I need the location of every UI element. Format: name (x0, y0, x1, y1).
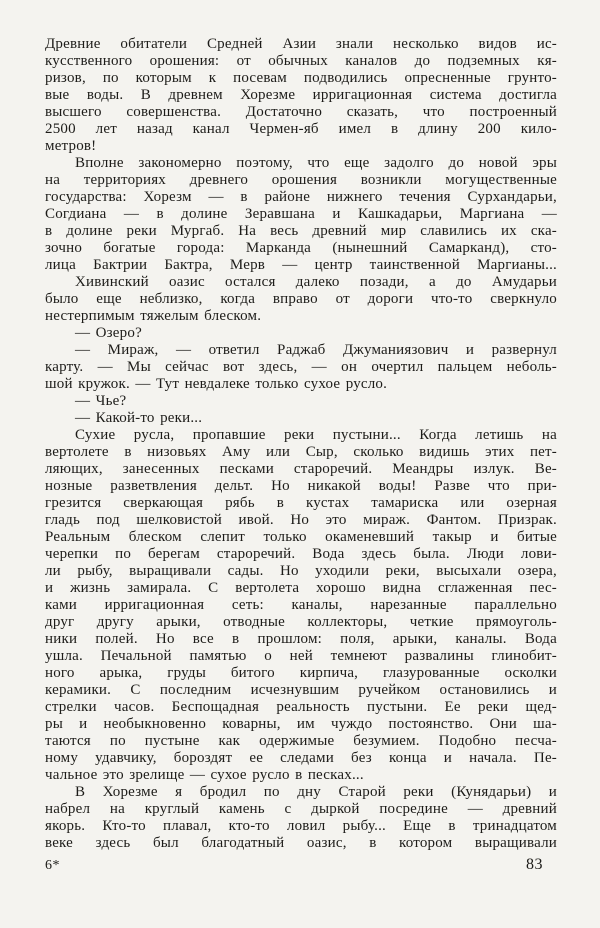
text-line: государства: Хорезм — в районе нижнего течения Сурхандарьи, (45, 189, 557, 205)
text-line: — Какой-то реки... (75, 410, 203, 426)
text-line: нестерпимым тяжелым блеском. (45, 308, 262, 324)
text-line: ному удавчику, бороздят ее следами без конца и начала. Пе- (45, 750, 557, 766)
text-line: высшего совершенства. Достаточно сказать, что построенный (45, 104, 557, 120)
text-line: ного арыка, груды битого кирпича, глазурованные осколки (45, 665, 557, 681)
text-line: керамики. С последним исчезнувшим ручейком остановились и (45, 682, 557, 698)
text-line: в долине реки Мургаб. На весь древний мир славились их ска- (45, 223, 557, 239)
text-line: зочно богатые города: Марканда (нынешний Самарканд), сто- (45, 240, 557, 256)
text-line: ками ирригационная сеть: каналы, нарезанные параллельно (45, 597, 557, 613)
text-line: было еще неблизко, когда вправо от дороги что-то сверкнуло (45, 291, 557, 307)
text-line: нозные разветвления дельт. Но никакой воды! Разве что при- (45, 478, 557, 494)
text-line: ляющих, занесенных песками староречий. Меандры излук. Ве- (45, 461, 557, 477)
text-line: — Чье? (75, 393, 127, 409)
text-line: Хивинский оазис остался далеко позади, а до Амударьи (75, 274, 557, 290)
text-line: друг другу арыки, отводные коллекторы, четкие прямоуголь- (45, 614, 557, 630)
text-line: якорь. Кто-то плавал, кто-то ловил рыбу... Еще в тринадцатом (45, 818, 557, 834)
text-line: лица Бактрии Бактра, Мерв — центр таинственной Маргианы... (45, 257, 557, 273)
text-line: — Мираж, — ответил Раджаб Джуманиязович и развернул (75, 342, 557, 358)
text-line: на территориях древнего орошения возникли могущественные (45, 172, 557, 188)
page-footer (45, 856, 543, 874)
text-line: метров! (45, 138, 97, 154)
text-line: вые воды. В древнем Хорезме ирригационная система достигла (45, 87, 557, 103)
text-line: черепки по берегам староречий. Вода здесь была. Люди лови- (45, 546, 557, 562)
text-line: таются по пустыне как одержимые безумием. Подобно песча- (45, 733, 557, 749)
text-line: ризов, по которым к посевам подводились опресненные грунто- (45, 70, 557, 86)
signature-mark: 6* (45, 858, 60, 873)
text-line: шой кружок. — Тут невдалеке только сухое русло. (45, 376, 388, 392)
text-line: ники полей. Но все в прошлом: поля, арыки, каналы. Вода (45, 631, 557, 647)
page-text-block (45, 36, 557, 852)
text-line: чальное это зрелище — сухое русло в песках... (45, 767, 364, 783)
text-line: Согдиана — в долине Зеравшана и Кашкадарьи, Маргиана — (45, 206, 557, 222)
text-line: Древние обитатели Средней Азии знали несколько видов ис- (45, 36, 557, 52)
text-line: стрелки часов. Беспощадная реальность пустыни. Ее реки щед- (45, 699, 557, 715)
text-line: В Хорезме я бродил по дну Старой реки (Кунядарьи) и (75, 784, 557, 800)
text-line: кусственного орошения: от обычных каналов до подземных кя- (45, 53, 557, 69)
text-line: 2500 лет назад канал Чермен-яб имел в длину 200 кило- (45, 121, 557, 137)
text-line: ушла. Печальной памятью о ней темнеют развалины глинобит- (45, 648, 557, 664)
text-line: Сухие русла, пропавшие реки пустыни... Когда летишь на (75, 427, 557, 443)
text-line: грезится сверкающая рябь в кустах тамариска или озерная (45, 495, 557, 511)
text-line: ры и необыкновенно коварны, им чуждо постоянство. Они ша- (45, 716, 557, 732)
text-line: и жизнь замирала. С вертолета хорошо видна сглаженная пес- (45, 580, 557, 596)
text-line: веке здесь был благодатный оазис, в котором выращивали (45, 835, 557, 851)
text-line: вертолете в низовьях Аму или Сыр, сколько видишь этих пет- (45, 444, 557, 460)
text-line: — Озеро? (75, 325, 142, 341)
text-line: ли рыбу, выращивали сады. Но уходили реки, высыхали озера, (45, 563, 557, 579)
text-line: Реальным блеском слепит только окаменевший такыр и битые (45, 529, 557, 545)
page-number: 83 (526, 856, 543, 873)
text-line: набрел на круглый камень с дыркой посредине — древний (45, 801, 557, 817)
text-line: карту. — Мы сейчас вот здесь, — он очертил пальцем неболь- (45, 359, 557, 375)
text-line: Вполне закономерно поэтому, что еще задолго до новой эры (75, 155, 557, 171)
text-line: гладь под шелковистой ивой. Но это мираж. Фантом. Призрак. (45, 512, 557, 528)
